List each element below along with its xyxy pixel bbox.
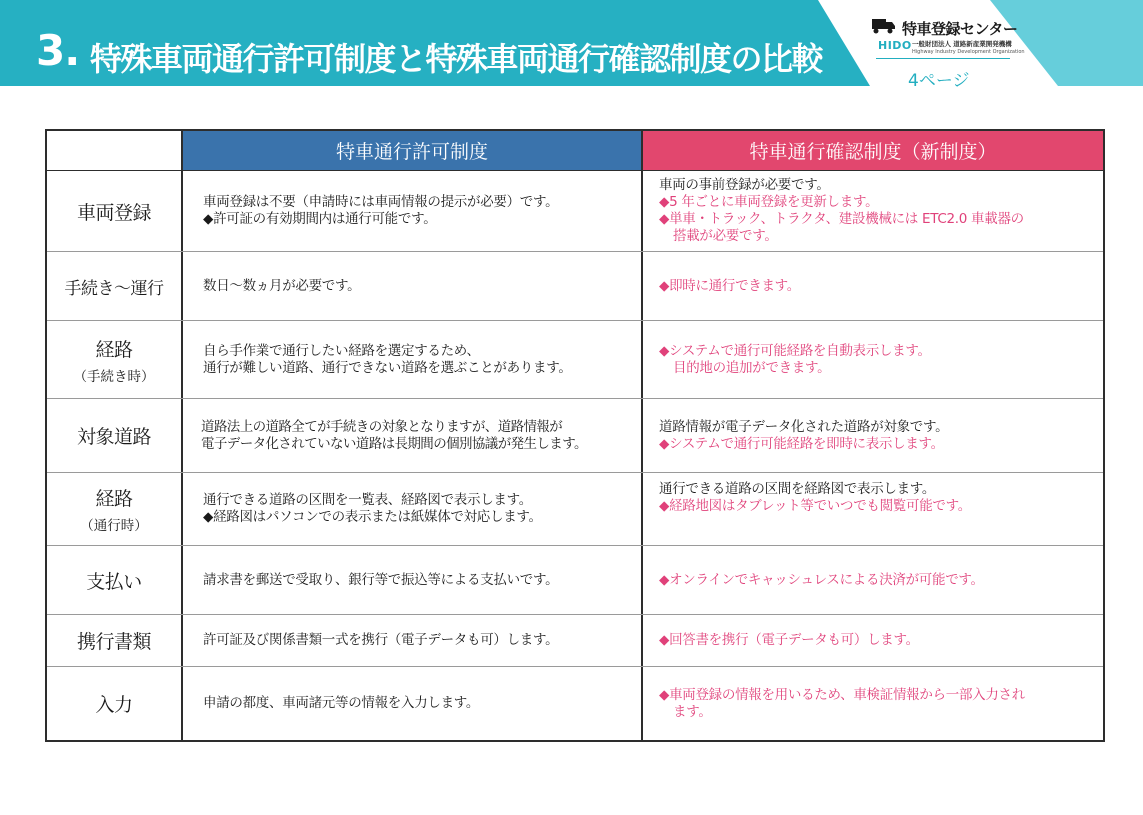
row-label [47,546,183,614]
header-permit: 特車通行許可制度 [183,131,643,170]
confirm-cell [643,321,1103,398]
logo-org: 一般財団法人 道路新産業開発機構 [912,40,1012,48]
permit-cell [183,667,643,740]
page-title: 特殊車両通行許可制度と特殊車両通行確認制度の比較 [90,40,823,78]
permit-line: 車両登録は不要（申請時には車両情報の提示が必要）です。 [203,194,559,210]
confirm-cell [643,252,1103,320]
confirm-line: 道路情報が電子データ化された道路が対象です。 [659,418,949,435]
row-label-text: 入力 [95,694,133,716]
confirm-highlight-line: 搭載が必要です。 [673,228,778,244]
logo-org-en: Highway Industry Development Organization [912,49,1025,55]
table-row [47,399,1103,473]
row-label [47,399,183,472]
permit-line: 申請の都度、車両諸元等の情報を入力します。 [203,695,480,711]
permit-line: 道路法上の道路全てが手続きの対象となりますが、道路情報が [201,418,563,435]
row-label-text: 経路 [95,488,133,510]
comparison-table [45,129,1105,742]
page-label: 4ページ [908,71,970,91]
row-label [47,473,183,545]
confirm-cell [643,667,1103,740]
table-row [47,667,1103,740]
row-sublabel-text: （手続き時） [73,368,155,385]
logo-hido: HIDO [878,39,912,52]
confirm-highlight-line: 目的地の追加ができます。 [673,359,831,376]
permit-cell [183,615,643,666]
confirm-highlight-line: ◆5 年ごとに車両登録を更新します。 [659,194,879,210]
confirm-cell [643,473,1103,545]
confirm-highlight-line: ます。 [673,703,712,720]
org-logo [872,16,1025,91]
row-label [47,252,183,320]
permit-cell [183,321,643,398]
confirm-highlight-line: ◆経路地図はタブレット等でいつでも閲覧可能です。 [659,498,971,514]
row-sublabel-text: （通行時） [80,518,148,534]
permit-cell [183,252,643,320]
header-band [0,0,1143,96]
permit-cell [183,473,643,545]
table-row [47,546,1103,615]
confirm-highlight-line: ◆即時に通行できます。 [659,277,801,294]
confirm-cell [643,399,1103,472]
table-row [47,171,1103,252]
table-header-row [47,131,1103,171]
confirm-highlight-line: ◆回答書を携行（電子データも可）します。 [659,632,919,648]
row-label [47,321,183,398]
row-label-text: 経路 [95,338,133,361]
header-confirm: 特車通行確認制度（新制度） [643,131,1103,170]
permit-line: 通行が難しい道路、通行できない道路を選ぶことがあります。 [203,359,572,376]
permit-line: 電子データ化されていない道路は長期間の個別協議が発生します。 [201,435,587,452]
permit-line: 通行できる道路の区間を一覧表、経路図で表示します。 [203,492,532,508]
row-label-text: 支払い [86,570,142,593]
permit-cell [183,546,643,614]
confirm-line: 通行できる道路の区間を経路図で表示します。 [659,481,936,497]
logo-divider [876,58,1010,59]
row-label-text: 対象道路 [76,426,151,448]
permit-cell [183,399,643,472]
table-row [47,615,1103,667]
confirm-highlight-line: ◆単車・トラック、トラクタ、建設機械には ETC2.0 車載器の [659,211,1024,227]
permit-line: 請求書を郵送で受取り、銀行等で振込等による支払いです。 [203,571,559,588]
row-label-text: 携行書類 [76,631,151,653]
logo-name: 特車登録センター [902,20,1018,38]
table-row [47,473,1103,546]
permit-line: 自ら手作業で通行したい経路を選定するため、 [203,342,480,359]
permit-line: 数日～数ヵ月が必要です。 [203,277,361,294]
permit-cell [183,171,643,251]
confirm-line: 車両の事前登録が必要です。 [659,177,830,193]
table-row [47,321,1103,399]
permit-line: 許可証及び関係書類一式を携行（電子データも可）します。 [203,632,559,648]
truck-icon [872,16,896,36]
confirm-cell [643,171,1103,251]
confirm-highlight-line: ◆車両登録の情報を用いるため、車検証情報から一部入力され [659,686,1025,703]
permit-line: ◆許可証の有効期間内は通行可能です。 [203,211,437,227]
confirm-highlight-line: ◆システムで通行可能経路を即時に表示します。 [659,435,944,452]
row-label-text: 手続き～運行 [64,278,164,299]
confirm-cell [643,546,1103,614]
row-label-text: 車両登録 [76,201,151,224]
section-number: 3. [36,26,80,75]
header-corner [47,131,183,170]
permit-line: ◆経路図はパソコンでの表示または紙媒体で対応します。 [203,509,542,525]
confirm-highlight-line: ◆システムで通行可能経路を自動表示します。 [659,342,931,359]
table-row [47,252,1103,321]
confirm-highlight-line: ◆オンラインでキャッシュレスによる決済が可能です。 [659,571,984,588]
row-label [47,667,183,740]
confirm-cell [643,615,1103,666]
row-label [47,615,183,666]
row-label [47,171,183,251]
